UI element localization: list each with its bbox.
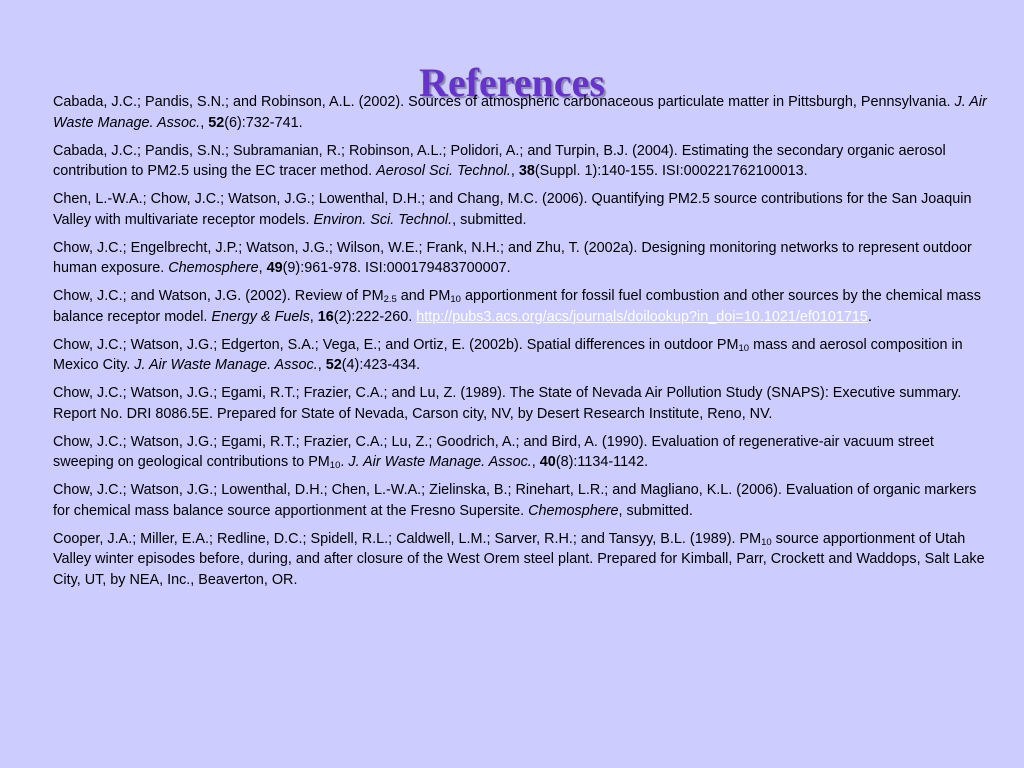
reference-text: ,	[531, 454, 540, 470]
subscript: 2.5	[383, 294, 397, 305]
journal-name: J. Air Waste Manage. Assoc.	[348, 454, 532, 470]
journal-name: Environ. Sci. Technol.	[313, 211, 453, 228]
reference-text: Chow, J.C.; Engelbrecht, J.P.; Watson, J.G.; Wilson, W.E.; Frank, N.H.; and Zhu, T. (2002a). Designing monitoring networks to represent outdoor human exposure.	[53, 239, 972, 276]
journal-name: Chemosphere	[168, 260, 259, 276]
reference-list	[53, 92, 988, 598]
volume-number: 49	[266, 260, 283, 276]
reference-text: Chow, J.C.; Watson, J.G.; Egami, R.T.; Frazier, C.A.; Lu, Z.; Goodrich, A.; and Bird, A. (1990). Evaluation of regenerative-air vacuum street sweeping on geological contributions to PM	[53, 433, 934, 470]
reference-text: .	[340, 454, 349, 470]
subscript: 10	[738, 342, 750, 354]
journal-name: Aerosol Sci. Technol.	[376, 163, 511, 179]
reference-text: Cooper, J.A.; Miller, E.A.; Redline, D.C.; Spidell, R.L.; Caldwell, L.M.; Sarver, R.H.; and Tansyy, B.L. (1989). PM	[53, 530, 762, 547]
reference-text: ,	[317, 357, 326, 373]
reference-link[interactable]: http://pubs3.acs.org/acs/journals/doilookup?in_doi=10.1021/ef0101715	[416, 308, 868, 325]
reference-text: , submitted.	[452, 211, 527, 228]
reference-text: Chow, J.C.; Watson, J.G.; Edgerton, S.A.; Vega, E.; and Ortiz, E. (2002b). Spatial differences in outdoor PM	[53, 336, 739, 353]
reference-item	[53, 383, 988, 424]
reference-item	[53, 189, 988, 230]
reference-text: , submitted.	[618, 502, 693, 519]
subscript: 10	[329, 460, 341, 471]
reference-text: ,	[200, 114, 209, 131]
reference-text: Chen, L.-W.A.; Chow, J.C.; Watson, J.G.; Lowenthal, D.H.; and Chang, M.C. (2006). Quantifying PM2.5 source contributions for the San Joaquin Valley with multivariate receptor models.	[53, 191, 972, 228]
reference-text: ,	[258, 260, 267, 276]
reference-text: (6):732-741.	[224, 114, 303, 131]
reference-text: ,	[309, 308, 318, 325]
journal-name: J. Air Waste Manage. Assoc.	[134, 357, 318, 373]
reference-text: Cabada, J.C.; Pandis, S.N.; Subramanian, R.; Robinson, A.L.; Polidori, A.; and Turpin, B.J. (2004). Estimating the secondary organic aerosol contribution to PM2.5 using the EC tracer method.	[53, 142, 946, 179]
reference-text: (Suppl. 1):140-155. ISI:000221762100013.	[534, 163, 808, 179]
reference-text: apportionment for fossil fuel combustion and other sources by the chemical mass balance receptor model.	[53, 288, 981, 325]
reference-text: Chow, J.C.; Watson, J.G.; Egami, R.T.; Frazier, C.A.; and Lu, Z. (1989). The State of Nevada Air Pollution Study (SNAPS): Executive summary. Report No. DRI 8086.5E. Prepared for State of Nevada, Carson city, NV, by Desert Research Institute, Reno, NV.	[53, 385, 962, 422]
journal-name: Chemosphere	[528, 502, 619, 519]
volume-number: 52	[325, 357, 342, 373]
reference-text: (9):961-978. ISI:000179483700007.	[282, 260, 511, 276]
reference-item	[53, 286, 988, 327]
reference-item	[53, 432, 988, 473]
journal-name: Energy & Fuels	[211, 308, 310, 325]
reference-text: (4):423-434.	[341, 357, 421, 373]
reference-item	[53, 141, 988, 182]
volume-number: 38	[518, 163, 535, 179]
volume-number: 16	[317, 308, 334, 325]
page-title: References	[419, 59, 605, 105]
reference-text: (2):222-260.	[333, 308, 417, 325]
reference-text: Chow, J.C.; Watson, J.G.; Lowenthal, D.H.; Chen, L.-W.A.; Zielinska, B.; Rinehart, L.R.; and Magliano, K.L. (2006). Evaluation of organic markers for chemical mass balance source apportionment at the Fresno Supersite.	[53, 482, 977, 519]
volume-number: 52	[208, 114, 225, 131]
reference-text: (8):1134-1142.	[555, 454, 649, 470]
subscript: 10	[450, 294, 461, 305]
reference-text: mass and aerosol composition in Mexico City.	[53, 336, 963, 373]
reference-text: Cabada, J.C.; Pandis, S.N.; and Robinson, A.L. (2002). Sources of atmospheric carbonaceous particulate matter in Pittsburgh, Pennsylvania.	[53, 94, 955, 110]
reference-item	[53, 480, 988, 521]
journal-name: J. Air Waste Manage. Assoc.	[53, 94, 987, 131]
reference-item	[53, 529, 988, 591]
subscript: 10	[761, 536, 772, 548]
reference-item	[53, 335, 988, 376]
reference-text: .	[867, 308, 872, 325]
reference-text: and PM	[396, 288, 451, 304]
reference-text: source apportionment of Utah Valley winter episodes before, during, and after closure of the West Orem steel plant. Prepared for Kimball, Parr, Crockett and Waddops, Salt Lake City, UT, by NEA, Inc., Beaverton, OR.	[53, 530, 985, 588]
reference-item	[53, 238, 988, 279]
reference-text: Chow, J.C.; and Watson, J.G. (2002). Review of PM	[53, 288, 384, 304]
volume-number: 40	[539, 454, 556, 470]
reference-item	[53, 92, 988, 133]
reference-text: ,	[510, 163, 519, 179]
